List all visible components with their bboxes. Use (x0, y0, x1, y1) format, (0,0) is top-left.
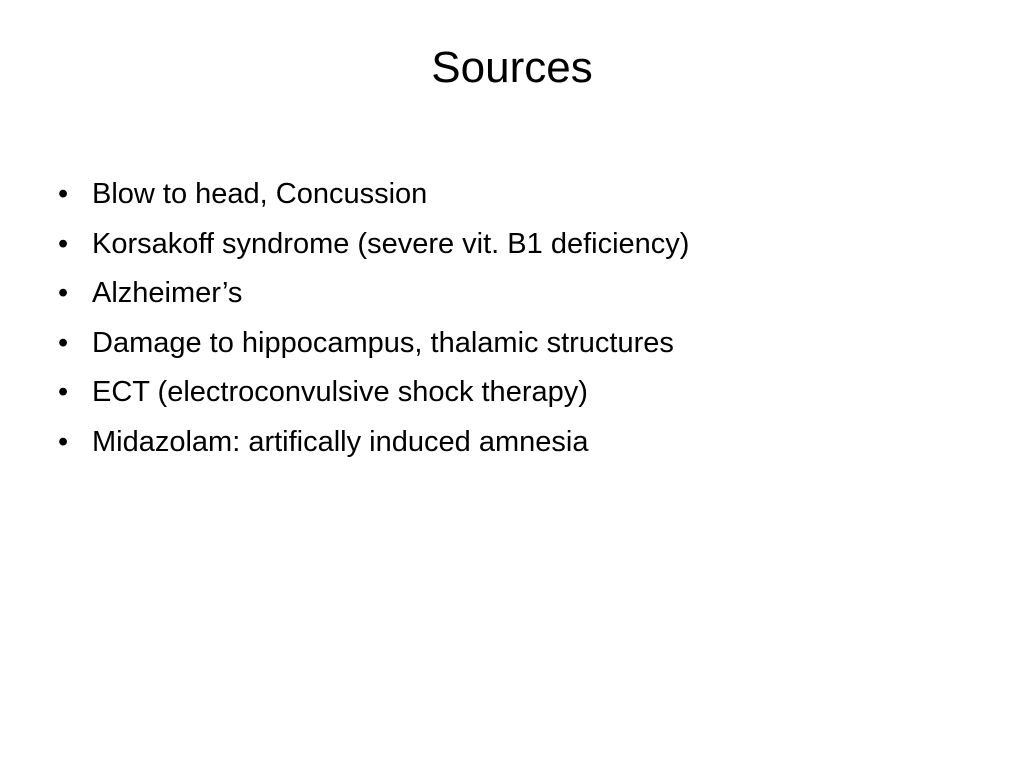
bullet-item (56, 220, 976, 270)
bullet-text: Korsakoff syndrome (severe vit. B1 deficiency) (92, 227, 690, 260)
bullet-icon: • (58, 178, 69, 210)
bullet-icon: • (58, 326, 69, 359)
bullet-text: Alzheimer’s (92, 277, 243, 309)
slide-title: Sources (431, 43, 593, 92)
bullet-item (56, 269, 976, 319)
bullet-text: Blow to head, Concussion (92, 178, 428, 210)
bullet-item (56, 319, 976, 369)
bullet-item (56, 170, 976, 220)
bullet-text: Midazolam: artifically induced amnesia (92, 425, 589, 458)
bullet-item (56, 418, 976, 468)
bullet-icon: • (58, 277, 69, 309)
bullet-list (56, 170, 976, 467)
bullet-icon: • (58, 227, 69, 260)
bullet-icon: • (58, 376, 69, 408)
bullet-text: ECT (electroconvulsive shock therapy) (92, 376, 588, 408)
bullet-text: Damage to hippocampus, thalamic structures (92, 326, 674, 359)
bullet-item (56, 368, 976, 418)
bullet-icon: • (58, 425, 69, 458)
